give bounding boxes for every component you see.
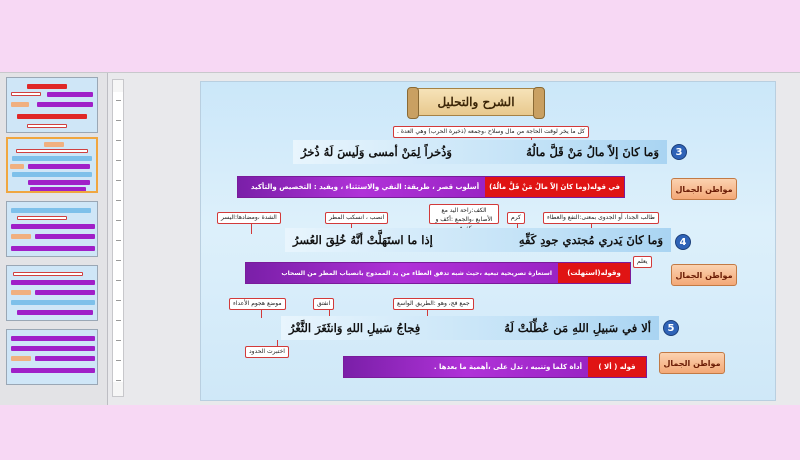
verse-line <box>293 140 667 164</box>
verse-hemistich: فِجاجُ سَبيلِ اللهِ وَانثَغَرَ الثَّغْرُ <box>289 321 421 335</box>
verse-number: 4 <box>675 234 691 250</box>
verse-hemistich: إذا ما استَهَلَّتْ أنَّهُ خُلِقَ العُسرُ <box>293 233 433 247</box>
annotation: الكف:راحة اليد مع الأصابع ،والجمع :أكف و <box>429 204 499 224</box>
vertical-ruler <box>112 79 124 397</box>
annotation: جمع فج، وهو :الطريق الواسع <box>393 298 474 310</box>
annotation: انصب ، انسكب المطر <box>325 212 388 224</box>
verse-number: 5 <box>663 320 679 336</box>
slide-thumbnail[interactable] <box>6 329 98 385</box>
top-band <box>0 0 800 72</box>
explanation-text: استعارة تصريحية تبعية ،حيث شبه تدفق العطاء من يد الممدوح بانصباب المطر من السحاب <box>246 263 558 283</box>
explanation-box <box>237 176 625 198</box>
bottom-band <box>0 405 800 460</box>
verse-hemistich: وَما كانَ إلاّ مالُ مَنْ قَلَّ مالُهُ <box>526 145 659 159</box>
slide-thumbnail-selected[interactable] <box>6 137 98 193</box>
explanation-label: في قوله(وما كانَ إلاّ مالُ مَنْ قَلَّ مالُهُ) <box>485 177 624 197</box>
powerpoint-workspace <box>0 72 800 405</box>
slide-thumbnail-panel[interactable] <box>0 73 108 406</box>
explanation-box <box>245 262 631 284</box>
annotation: انفتق <box>313 298 334 310</box>
verse-line <box>281 316 659 340</box>
annotation: يعلم <box>633 256 652 268</box>
slide-thumbnail[interactable] <box>6 77 98 133</box>
explanation-box <box>343 356 647 378</box>
slide-canvas[interactable] <box>200 81 776 401</box>
verse-line <box>285 228 671 252</box>
beauty-label: مواطن الجمال <box>671 178 737 200</box>
slide-thumbnail[interactable] <box>6 265 98 321</box>
explanation-text: أداة كلما وتنبيه ، تدل على ،أهمية ما بعدها . <box>344 357 588 377</box>
explanation-text: أسلوب قصر ، طريقة: النفي والاستثناء ، ويفيد : التخصيص والتأكيد <box>238 177 485 197</box>
verse-hemistich: وَما كانَ يَدري مُجتدي جودِ كَفِّهِ <box>518 233 663 247</box>
beauty-label: مواطن الجمال <box>659 352 725 374</box>
annotation: اختبرت الحدود <box>245 346 289 358</box>
annotation: كل ما يخر لوقت الحاجة من مال وسلاح ،وجمعه (ذخيرة الحرب) وهي العدة . <box>393 126 589 138</box>
beauty-label: مواطن الجمال <box>671 264 737 286</box>
annotation: الشدة ،ومضادها:اليسر <box>217 212 281 224</box>
slide-thumbnail[interactable] <box>6 201 98 257</box>
explanation-label: وقوله(استهلت) <box>558 263 630 283</box>
annotation: طالب الجدا، أو الجدوى بمعنى:النفع والعطاء <box>543 212 659 224</box>
verse-hemistich: وَذُخراً لِمَنْ أمسى وَلَيسَ لَهُ ذُخرُ <box>301 145 452 159</box>
verse-number: 3 <box>671 144 687 160</box>
annotation: كرم <box>507 212 525 224</box>
annotation: موضع هجوم الأعداء <box>229 298 286 310</box>
slide-title: الشرح والتحليل <box>412 88 540 116</box>
explanation-label: قوله ( ألا ) <box>588 357 646 377</box>
verse-hemistich: ألا في سَبيلِ اللهِ مَن عُطِّلَتْ لَهُ <box>504 321 651 335</box>
